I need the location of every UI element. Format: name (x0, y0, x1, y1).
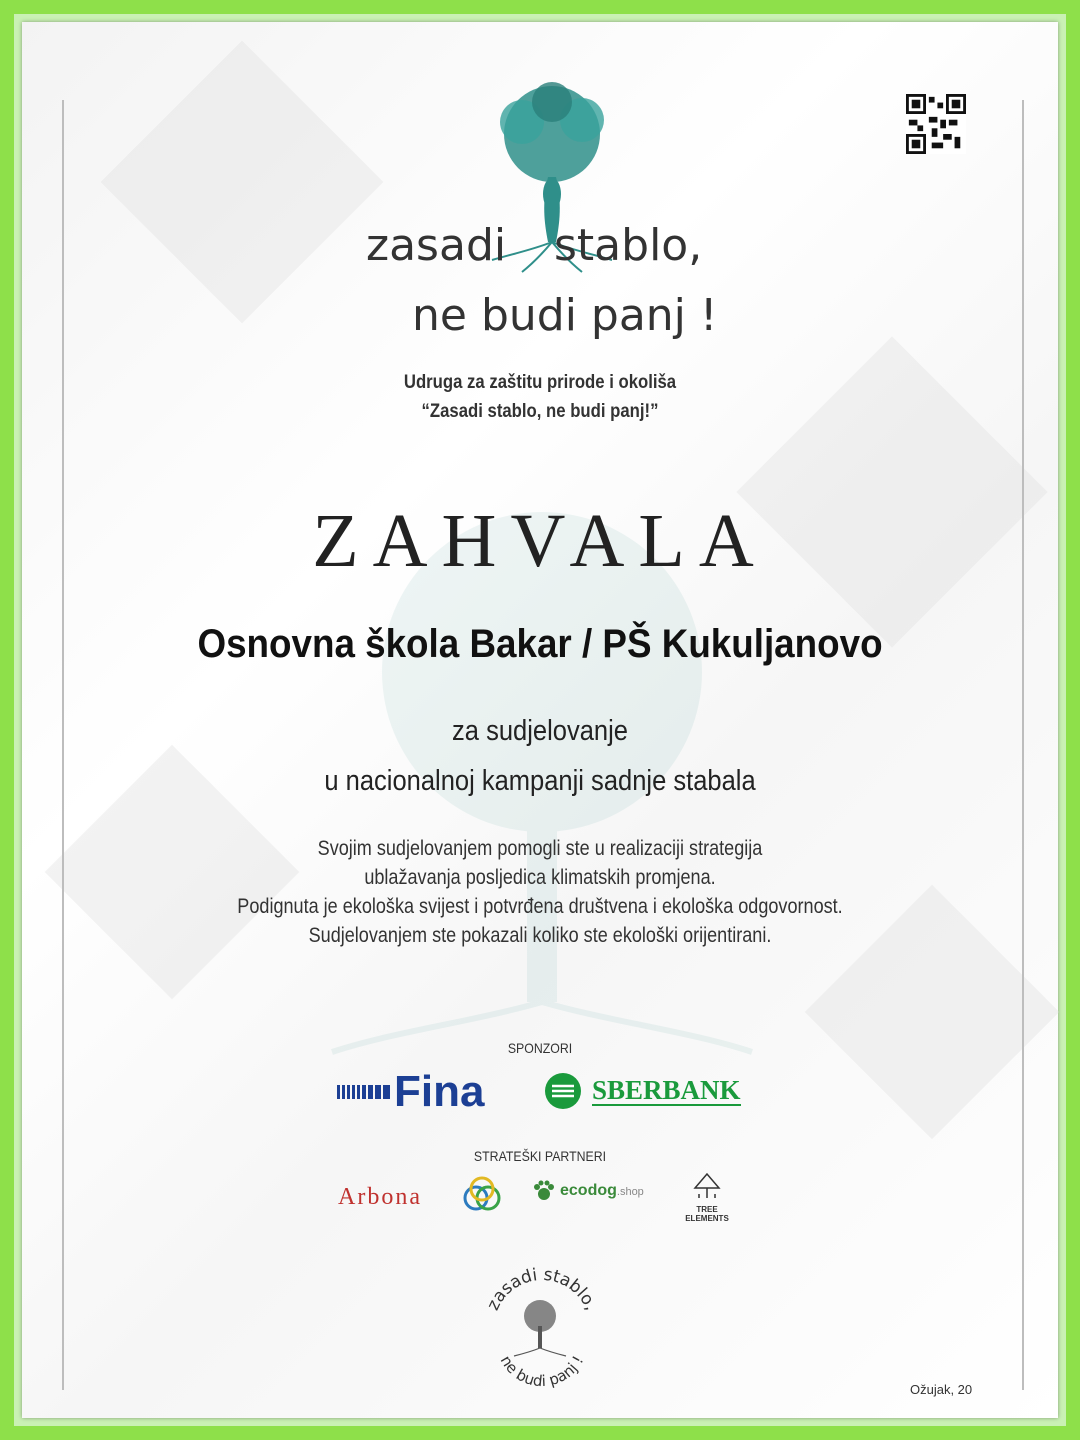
tree-elements-icon (691, 1172, 723, 1200)
organization-line-1: Udruga za zaštitu prirode i okoliša (403, 372, 677, 393)
sberbank-icon (544, 1072, 582, 1110)
purpose-line-1: za sudjelovanje (452, 715, 628, 747)
fina-wordmark: Fina (394, 1067, 485, 1116)
paw-icon (532, 1180, 556, 1202)
sberbank-wordmark: SBERBANK (592, 1075, 741, 1105)
fina-bars-icon (337, 1085, 390, 1099)
fina-logo (337, 1067, 485, 1116)
date: Ožujak, 20 (910, 1382, 973, 1397)
logo-word-zasadi: zasadi (366, 220, 507, 271)
qr-code-icon (906, 94, 966, 154)
arbona-logo: Arbona (338, 1184, 422, 1210)
sponsors-label: SPONZORI (507, 1040, 573, 1056)
body-line: Svojim sudjelovanjem pomogli ste u realizaciji strategija (317, 837, 763, 860)
svg-text:ne budi panj ! (497, 1352, 588, 1390)
purpose-line-2: u nacionalnoj kampanji sadnje stabala (324, 765, 756, 797)
organization-line-2: “Zasadi stablo, ne budi panj!” (421, 401, 659, 422)
svg-text:zasadi stablo, (483, 1265, 601, 1314)
body-text (95, 834, 986, 950)
body-line: ublažavanja posljedica klimatskih promjena. (364, 866, 716, 889)
sberbank-logo (544, 1072, 741, 1110)
ecodog-logo (532, 1180, 644, 1202)
tree-elements-wordmark: TREE ELEMENTS (685, 1205, 729, 1223)
certificate-title: ZAHVALA (312, 499, 768, 583)
stamp-top-text: zasadi stablo, (483, 1264, 601, 1314)
partner-circles-icon (460, 1176, 504, 1216)
certificate (22, 22, 1058, 1418)
organization-name (84, 368, 996, 426)
main-logo (362, 82, 722, 382)
body-line: Podignuta je ekološka svijest i potvrđena društvena i ekološka odgovornost. (237, 895, 843, 918)
partners-label: STRATEŠKI PARTNERI (473, 1148, 607, 1164)
logo-word-stablo: stablo, (554, 220, 703, 271)
recipient-name: Osnovna škola Bakar / PŠ Kukuljanovo (197, 622, 883, 666)
stamp-bottom-text: ne budi panj ! (496, 1352, 588, 1391)
purpose (84, 706, 996, 806)
ecodog-wordmark: ecodog.shop (560, 1182, 644, 1199)
logo-tagline: ne budi panj ! (412, 290, 718, 341)
tree-elements-logo (677, 1172, 737, 1223)
stamp-text (472, 1258, 612, 1398)
body-line: Sudjelovanjem ste pokazali koliko ste ekološki orijentirani. (308, 924, 772, 947)
